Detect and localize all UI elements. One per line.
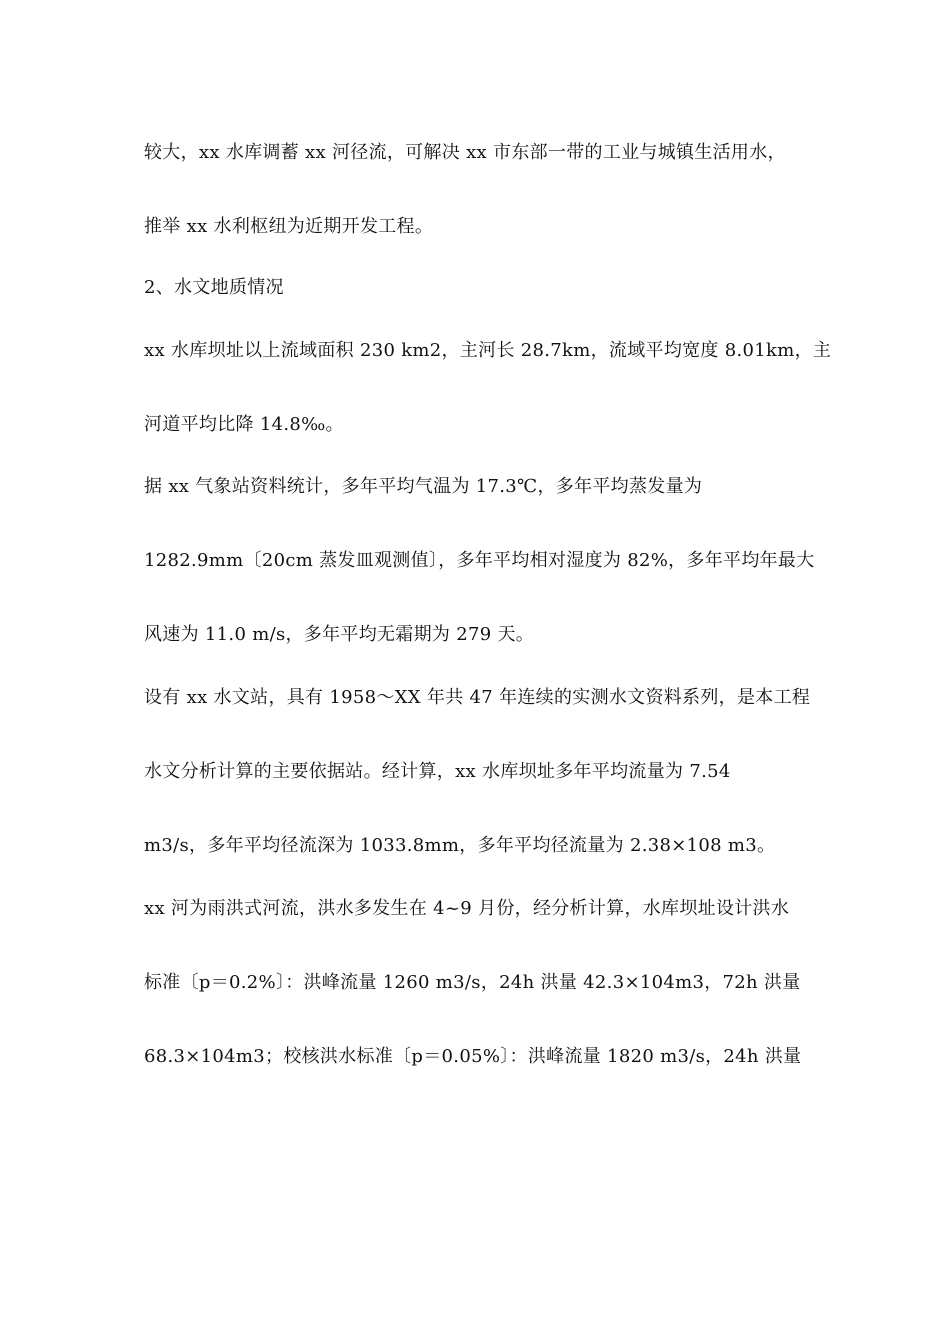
text-line: 较大，xx 水库调蓄 xx 河径流，可解决 xx 市东部一带的工业与城镇生活用水， — [144, 142, 786, 163]
text-line: 水文分析计算的主要依据站。经计算，xx 水库坝址多年平均流量为 7.54 — [144, 761, 731, 782]
text-line: 标准〔p＝0.2%〕：洪峰流量 1260 m3/s，24h 洪量 42.3×104m3，72h 洪量 — [144, 972, 801, 993]
text-line: xx 水库坝址以上流域面积 230 km2，主河长 28.7km，流域平均宽度 8.01km，主 — [144, 340, 832, 361]
text-line: 推举 xx 水利枢纽为近期开发工程。 — [144, 216, 434, 237]
text-line: 设有 xx 水文站，具有 1958～XX 年共 47 年连续的实测水文资料系列，是本工程 — [144, 687, 811, 708]
text-line: 风速为 11.0 m/s，多年平均无霜期为 279 天。 — [144, 624, 535, 645]
text-line: 据 xx 气象站资料统计，多年平均气温为 17.3℃，多年平均蒸发量为 — [144, 476, 703, 497]
text-line: 1282.9mm〔20cm 蒸发皿观测值〕，多年平均相对湿度为 82%，多年平均年最大 — [144, 550, 815, 571]
section-heading: 2、水文地质情况 — [144, 277, 284, 298]
text-line: 68.3×104m3；校核洪水标准〔p＝0.05%〕：洪峰流量 1820 m3/s，24h 洪量 — [144, 1046, 802, 1067]
text-line: 河道平均比降 14.8‰。 — [144, 414, 344, 435]
text-line: xx 河为雨洪式河流，洪水多发生在 4~9 月份，经分析计算，水库坝址设计洪水 — [144, 898, 790, 919]
text-line: m3/s，多年平均径流深为 1033.8mm，多年平均径流量为 2.38×108 m3。 — [144, 835, 776, 856]
